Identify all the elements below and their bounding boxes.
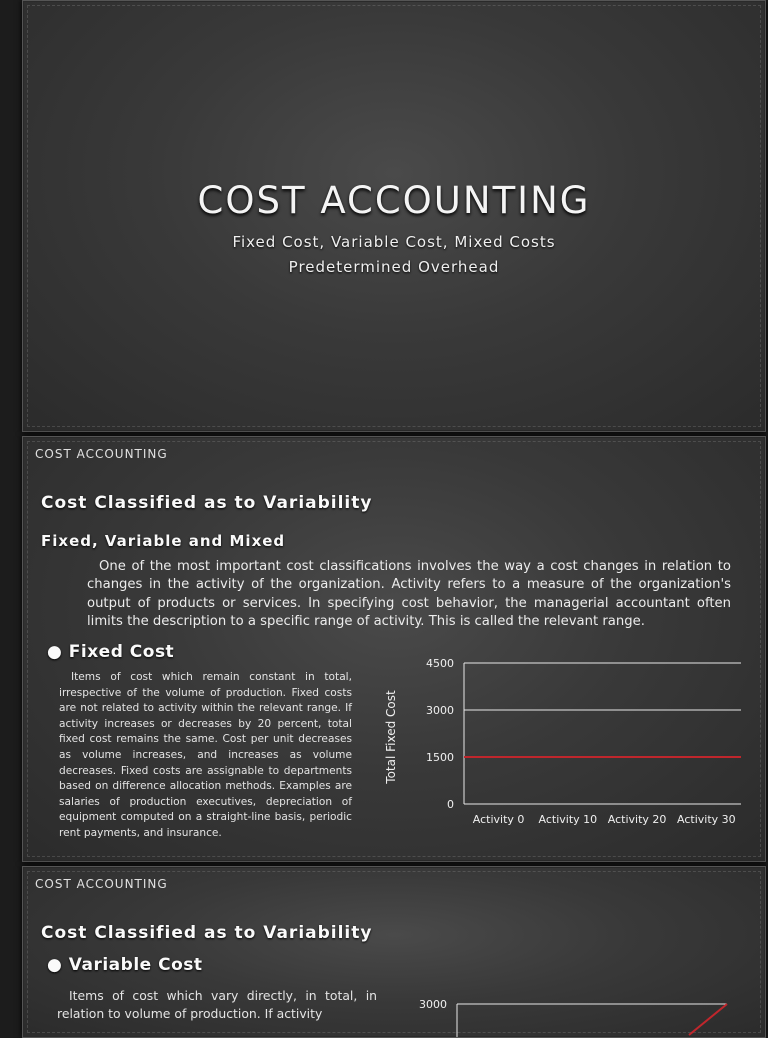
section-heading: Cost Classified as to Variability [41,493,373,513]
fixed-cost-bullet: ● Fixed Cost [47,642,175,662]
section-heading: Cost Classified as to Variability [41,923,373,943]
slide-header: COST ACCOUNTING [35,447,168,461]
y-axis-label: Total Fixed Cost [384,690,398,784]
variable-cost-slide [22,866,766,1038]
variable-cost-bullet: ● Variable Cost [47,955,203,975]
slide-subtitle-line2: Predetermined Overhead [288,258,500,276]
fixed-cost-description: Items of cost which remain constant in total, irrespective of the volume of production. Fixed costs are not related to activity within the relevant range. If activity increases or decreases by 20 percent, total fixed cost remains the same. Cost per unit decreases as volume increases, and increases as volume decreases. Fixed costs are assignable to departments based on difference allocation methods. Examples are salaries of production executives, depreciation of equipment computed on a straight-line basis, periodic rent payments, and insurance. [59,671,352,839]
y-tick-label: 1500 [426,751,454,764]
fixed-cost-slide [22,436,766,862]
fixed-cost-chart [373,651,763,833]
variable-cost-chart [383,993,763,1038]
x-tick-label: Activity 20 [607,813,667,826]
x-tick-label: Activity 30 [677,813,736,826]
slide-title: COST ACCOUNTING [197,179,591,222]
y-tick-label: 3000 [426,704,454,717]
fixed-cost-bullet-label: Fixed Cost [68,642,175,662]
variable-cost-bullet-label: Variable Cost [68,955,203,975]
variable-cost-line [689,1004,727,1035]
y-tick-label: 4500 [426,657,454,670]
x-tick-label: Activity 0 [472,813,525,826]
y-tick-label: 3000 [419,998,447,1011]
y-tick-label: 0 [447,798,454,811]
slide-subtitle-line1: Fixed Cost, Variable Cost, Mixed Costs [232,233,556,251]
title-slide [22,0,766,432]
intro-paragraph: One of the most important cost classifications involves the way a cost changes in relation to changes in the activity of the organization. Activity refers to a measure of the organization's output of products or services. In specifying cost behavior, the managerial accountant often limits the description to a specific range of activity. This is called the relevant range. [87,559,731,629]
section-subheading: Fixed, Variable and Mixed [41,532,286,550]
x-tick-label: Activity 10 [538,813,598,826]
variable-cost-description: Items of cost which vary directly, in total, in relation to volume of production. If activity [57,988,377,1021]
slide-header: COST ACCOUNTING [35,877,168,891]
